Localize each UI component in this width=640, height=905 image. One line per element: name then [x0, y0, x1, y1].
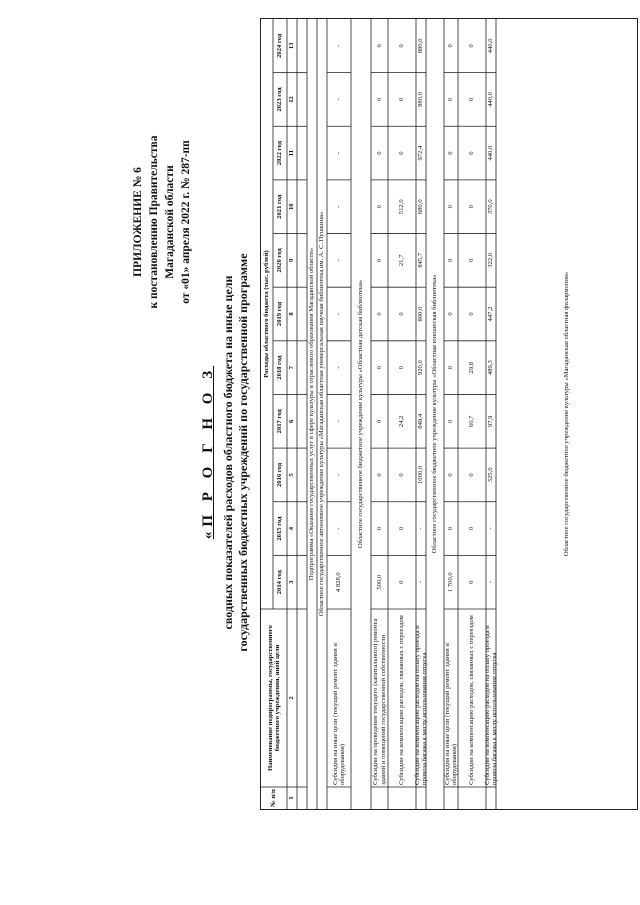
section-banner: Подпрограмма «Оказание государственных услуг в сфере культуры и отраслевого образования Магаданской области» [308, 247, 316, 581]
value-cell: 0 [447, 97, 455, 102]
value-cell: 0 [375, 473, 383, 477]
value-cell: 60,7 [468, 415, 476, 428]
row-name: Субсидии на компенсацию расходов на оплату проезда и провоза багажа к месту использования отпуска [413, 625, 428, 785]
value-cell: 0 [398, 151, 406, 155]
value-cell: 972,4 [417, 145, 425, 161]
value-cell: 0 [447, 312, 455, 316]
appendix-block [130, 77, 194, 367]
value-cell: 370,0 [487, 199, 495, 215]
value-cell: - [335, 420, 343, 423]
column-number: 4 [288, 526, 296, 531]
column-number: 9 [288, 258, 296, 263]
row-name: Субсидии на проведение текущего (капитального) ремонта зданий и помещений государственной собственности [372, 618, 387, 785]
value-cell: - [335, 205, 343, 208]
value-cell: - [417, 581, 425, 584]
row-name: Субсидии на компенсацию расходов, связанных с переездом [468, 615, 476, 785]
value-cell: - [335, 44, 343, 47]
header-year: 2022 год [276, 141, 284, 166]
value-cell: 0 [398, 473, 406, 477]
row-number [416, 787, 426, 809]
document-title: «П Р О Г Н О З [200, 365, 216, 540]
value-cell: - [487, 581, 495, 584]
value-cell: 0 [398, 97, 406, 102]
value-cell: 440,0 [487, 145, 495, 161]
value-cell: 880,0 [417, 92, 425, 107]
value-cell: 0 [375, 419, 383, 423]
value-cell: 0 [447, 419, 455, 423]
value-cell: 0 [398, 312, 406, 316]
header-year: 2019 год [276, 301, 284, 327]
value-cell: 489,3 [487, 360, 495, 376]
row-name: Субсидии на компенсацию расходов, связанных с переездом [398, 615, 406, 785]
value-cell: 0 [398, 580, 406, 584]
header-year: 2024 год [276, 33, 284, 58]
value-cell: 849,4 [417, 413, 425, 429]
row-number [388, 787, 416, 809]
value-cell: 0 [468, 580, 476, 584]
value-cell: 0 [447, 44, 455, 48]
value-cell: - [335, 152, 343, 155]
appendix-date: от «01» апреля 2022 г. № 287-пп [180, 140, 192, 304]
row-name: Субсидия на иные цели (текущий ремонт здания и оборудования) [331, 643, 346, 785]
row-number [371, 787, 388, 809]
column-number: 2 [288, 696, 296, 700]
value-cell: 845,7 [417, 252, 425, 268]
value-cell: 0 [447, 205, 455, 209]
value-cell: 0 [375, 205, 383, 209]
header-year: 2021 год [276, 194, 284, 219]
header-year: 2018 год [276, 355, 284, 380]
value-cell: 0 [468, 151, 476, 155]
section-banner: Областное государственное автономное учреждение культуры «Магаданская областная универсальная научная библиотека им. А. С. Пушкина» [318, 211, 326, 617]
value-cell: 97,9 [487, 415, 495, 428]
value-cell: 0 [375, 366, 383, 370]
value-cell: 920,0 [417, 360, 425, 376]
value-cell: - [487, 527, 495, 530]
value-cell: 24,2 [398, 415, 406, 428]
column-number: 8 [288, 312, 296, 316]
value-cell: 0 [468, 205, 476, 209]
row-number [444, 787, 458, 809]
column-number: 6 [288, 419, 296, 423]
value-cell: 0 [447, 366, 455, 370]
value-cell: 500,0 [375, 574, 383, 590]
header-year: 2017 год [276, 409, 284, 434]
value-cell: 440,0 [487, 92, 495, 107]
section-banner: Областное государственное бюджетное учреждение культуры «Областная детская библиотека» [357, 279, 365, 549]
appendix-line: Магаданской области [164, 165, 176, 279]
value-cell: 0 [447, 151, 455, 155]
column-number: 11 [288, 150, 296, 157]
value-cell: 325,0 [487, 467, 495, 483]
value-cell: 29,8 [468, 361, 476, 374]
value-cell: 21,7 [398, 254, 406, 267]
value-cell: 0 [447, 473, 455, 477]
value-cell: 680,0 [417, 199, 425, 215]
row-name: Субсидия на иные цели (текущий ремонт здания и оборудования) [443, 643, 458, 785]
row-number [327, 787, 351, 809]
header-year: 2015 год [276, 516, 284, 541]
header-year: 2023 год [276, 87, 284, 112]
appendix-title: ПРИЛОЖЕНИЕ № 6 [132, 167, 144, 277]
value-cell: 0 [447, 526, 455, 531]
value-cell: 0 [468, 473, 476, 477]
value-cell: 1000,0 [417, 465, 425, 484]
value-cell: 0 [375, 312, 383, 316]
value-cell: - [335, 366, 343, 369]
value-cell: 0 [398, 526, 406, 531]
value-cell: 0 [375, 151, 383, 155]
value-cell: 512,0 [398, 199, 406, 215]
header-year: 2020 год [276, 248, 284, 273]
subtitle-line: государственных бюджетных учреждений по государственной программе [236, 253, 250, 652]
header-year: 2014 год [276, 570, 284, 595]
value-cell: 0 [468, 312, 476, 316]
value-cell: 0 [398, 366, 406, 370]
value-cell: 0 [468, 526, 476, 531]
value-cell: 0 [398, 44, 406, 48]
appendix-line: к постановлению Правительства [148, 135, 160, 309]
value-cell: 0 [375, 44, 383, 48]
value-cell: 322,0 [487, 252, 495, 268]
value-cell: 0 [468, 44, 476, 48]
column-number: 10 [288, 203, 296, 211]
column-number: 1 [288, 796, 296, 800]
value-cell: 447,2 [487, 306, 495, 322]
column-number: 7 [288, 366, 296, 370]
value-cell: 880,0 [417, 38, 425, 54]
row-number [458, 787, 486, 809]
document-subtitle [221, 0, 251, 905]
row-number [486, 787, 496, 809]
value-cell: 0 [375, 258, 383, 263]
value-cell: 0 [468, 258, 476, 263]
header-name: Наименование подпрограммы, государственного бюджетного учреждения, иной цели [266, 625, 281, 771]
column-number: 12 [288, 96, 296, 103]
header-year: 2016 год [276, 462, 284, 487]
forecast-table [260, 18, 638, 810]
value-cell: 0 [375, 526, 383, 531]
value-cell: - [335, 312, 343, 316]
value-cell: 800,0 [417, 306, 425, 322]
value-cell: 0 [468, 97, 476, 102]
value-cell: 0 [447, 258, 455, 263]
value-cell: - [335, 473, 343, 477]
row-name: Субсидии на компенсацию расходов на оплату проезда и провоза багажа к месту использования отпуска [483, 625, 498, 785]
value-cell: 1 700,0 [447, 572, 455, 593]
value-cell: - [335, 98, 343, 101]
section-banner: Областное государственное бюджетное учреждение культуры «Областная юношеская библиотека» [431, 274, 439, 554]
header-number: № п/п [270, 789, 278, 807]
subtitle-line: сводных показателей расходов областного бюджета на иные цели [221, 275, 235, 630]
value-cell: 440,0 [487, 38, 495, 54]
value-cell: 4 828,0 [335, 572, 343, 593]
section-banner: Областное государственное бюджетное учреждение культуры «Магаданская областная филармония» [562, 271, 570, 557]
column-number: 13 [288, 42, 296, 50]
empty-cell [297, 787, 307, 809]
header-expenses: Расходы областного бюджета (тыс. рублей) [263, 250, 271, 378]
column-number: 3 [288, 580, 296, 584]
value-cell: - [335, 259, 343, 262]
value-cell: - [335, 527, 343, 530]
column-number: 5 [288, 473, 296, 477]
value-cell: 0 [375, 97, 383, 102]
value-cell: - [417, 527, 425, 530]
